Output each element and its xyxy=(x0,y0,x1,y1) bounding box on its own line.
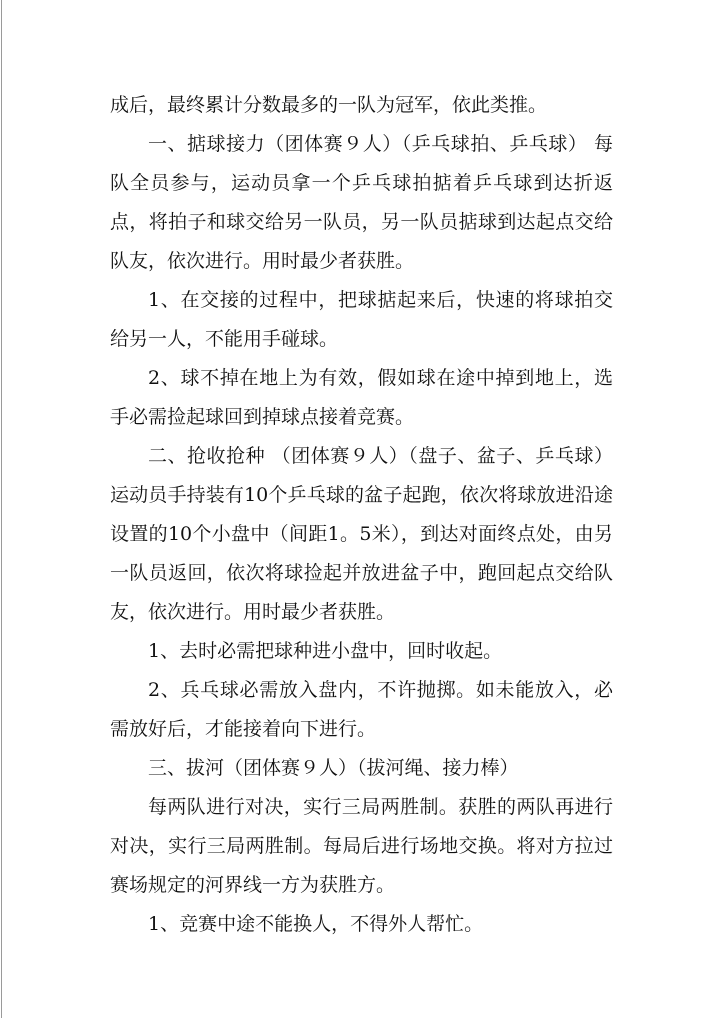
paragraph-section-2-rule-2: 2、兵乓球必需放入盘内，不许抛掷。如未能放入，必需放好后，才能接着向下进行。 xyxy=(110,679,613,740)
paragraph-section-1-rule-1: 1、在交接的过程中，把球掂起来后，快速的将球拍交给另一人，不能用手碰球。 xyxy=(110,289,613,350)
paragraph-section-1-rule-2: 2、球不掉在地上为有效，假如球在途中掉到地上，选手必需捡起球回到掉球点接着竞赛。 xyxy=(110,367,613,428)
paragraph-section-3-description: 每两队进行对决，实行三局两胜制。获胜的两队再进行对决，实行三局两胜制。每局后进行场地交换。将对方拉过赛场规定的河界线一方为获胜方。 xyxy=(110,796,613,896)
paragraph-section-2-rule-1: 1、去时必需把球种进小盘中，回时收起。 xyxy=(148,640,503,662)
paragraph-section-1-title: 一、掂球接力（团体赛９人）（乒乓球拍、乒乓球） 每队全员参与，运动员拿一个乒乓球拍掂着乒乓球到达折返点，将拍子和球交给另一队员，另一队员掂球到达起点交给队友，依次进行。用时最少者获胜。 xyxy=(110,133,613,272)
paragraph-section-3-rule-1: 1、竞赛中途不能换人，不得外人帮忙。 xyxy=(148,913,484,935)
document-body xyxy=(110,86,613,944)
paragraph-section-2-title: 二、抢收抢种 （团体赛９人）（盘子、盆子、乒乓球）运动员手持装有10个乒乓球的盆子起跑，依次将球放进沿途设置的10个小盘中（间距1。5米），到达对面终点处，由另一队员返回，依次将球捡起并放进盆子中，跑回起点交给队友，依次进行。用时最少者获胜。 xyxy=(110,445,613,623)
paragraph-section-3-title: 三、拔河（团体赛９人）（拔河绳、接力棒） xyxy=(148,757,519,779)
page-left-border xyxy=(1,0,2,1018)
paragraph-continuation: 成后，最终累计分数最多的一队为冠军，依此类推。 xyxy=(110,94,548,116)
